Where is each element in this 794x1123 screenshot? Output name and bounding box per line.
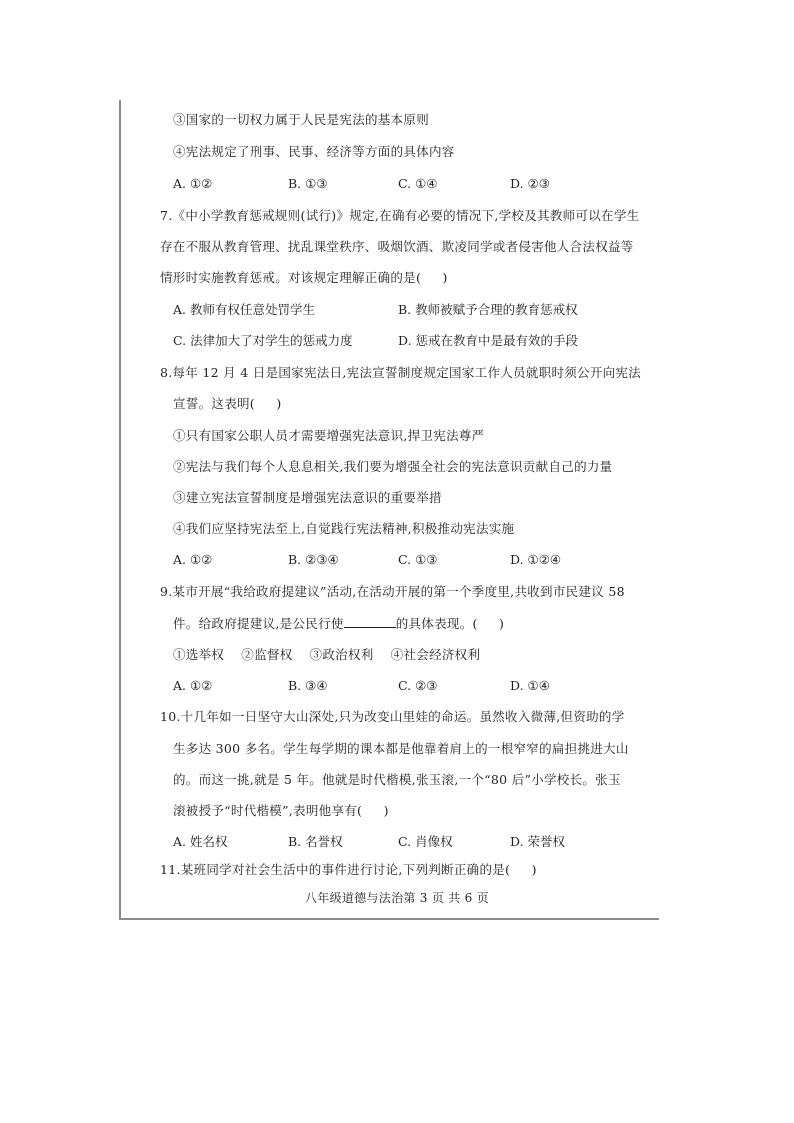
q9-items: ①选举权 ②监督权 ③政治权利 ④社会经济权利: [173, 647, 481, 662]
statement-4: ④宪法规定了刑事、民事、经济等方面的具体内容: [173, 144, 455, 159]
q9-option-c: C. ②③: [398, 678, 438, 693]
q8-statement-4: ④我们应坚持宪法至上,自觉践行宪法精神,积极推动宪法实施: [173, 521, 515, 536]
q6-option-c: C. ①④: [398, 176, 438, 191]
q8-option-a: A. ①②: [173, 552, 213, 567]
q6-option-d: D. ②③: [510, 176, 550, 191]
q9-stem-1: 9.某市开展“我给政府提建议”活动,在活动开展的第一个季度里,共收到市民建议 58: [160, 584, 625, 599]
q9-option-a: A. ①②: [173, 678, 213, 693]
q9-option-d: D. ①④: [510, 678, 550, 693]
q10-option-b: B. 名誉权: [288, 834, 343, 849]
q7-stem-3: 情形时实施教育惩戒。对该规定理解正确的是( ): [160, 270, 448, 285]
q8-option-c: C. ①③: [398, 552, 438, 567]
q8-statement-1: ①只有国家公职人员才需要增强宪法意识,捍卫宪法尊严: [173, 428, 485, 443]
page-footer: 八年级道德与法治第 3 页 共 6 页: [304, 891, 490, 905]
q10-option-d: D. 荣誉权: [510, 834, 566, 849]
q7-option-b: B. 教师被赋予合理的教育惩戒权: [398, 302, 578, 317]
q10-option-a: A. 姓名权: [173, 834, 228, 849]
statement-3: ③国家的一切权力属于人民是宪法的基本原则: [173, 112, 430, 127]
q9-stem-2-start: 件。给政府提建议,是公民行使: [173, 616, 344, 631]
q8-statement-3: ③建立宪法宣誓制度是增强宪法意识的重要举措: [173, 490, 442, 505]
q10-stem-4: 滚被授予“时代楷模”,表明他享有( ): [173, 803, 389, 818]
q10-stem-3: 的。而这一挑,就是 5 年。他就是时代楷模,张玉滚,一个“80 后”小学校长。张玉: [173, 772, 621, 787]
q7-stem-1: 7.《中小学教育惩戒规则(试行)》规定,在确有必要的情况下,学校及其教师可以在学生: [160, 208, 640, 223]
q7-stem-2: 存在不服从教育管理、扰乱课堂秩序、吸烟饮酒、欺凌同学或者侵害他人合法权益等: [160, 239, 634, 254]
q11-stem-1: 11.某班同学对社会生活中的事件进行讨论,下列判断正确的是( ): [160, 862, 537, 877]
q8-option-d: D. ①②④: [510, 552, 562, 567]
q9-stem-2: [173, 615, 504, 632]
q10-stem-1: 10.十几年如一日坚守大山深处,只为改变山里娃的命运。虽然收入微薄,但资助的学: [160, 709, 625, 724]
q9-stem-2-end: 的具体表现。( ): [395, 616, 505, 631]
q6-option-b: B. ①③: [288, 176, 328, 191]
q7-option-a: A. 教师有权任意处罚学生: [173, 302, 315, 317]
q10-option-c: C. 肖像权: [398, 834, 453, 849]
q8-option-b: B. ②③④: [288, 552, 339, 567]
q8-statement-2: ②宪法与我们每个人息息相关,我们要为增强全社会的宪法意识贡献自己的力量: [173, 459, 613, 474]
q10-stem-2: 生多达 300 多名。学生每学期的课本都是他靠着肩上的一根窄窄的扁担挑进大山: [173, 741, 629, 756]
q9-blank: [344, 615, 396, 628]
q7-option-d: D. 惩戒在教育中是最有效的手段: [398, 333, 579, 348]
q8-stem-2: 宣誓。这表明( ): [173, 396, 282, 411]
q6-option-a: A. ①②: [173, 176, 213, 191]
q7-option-c: C. 法律加大了对学生的惩戒力度: [173, 333, 353, 348]
q9-option-b: B. ③④: [288, 678, 328, 693]
q8-stem-1: 8.每年 12 月 4 日是国家宪法日,宪法宣誓制度规定国家工作人员就职时须公开向宪法: [160, 365, 642, 380]
